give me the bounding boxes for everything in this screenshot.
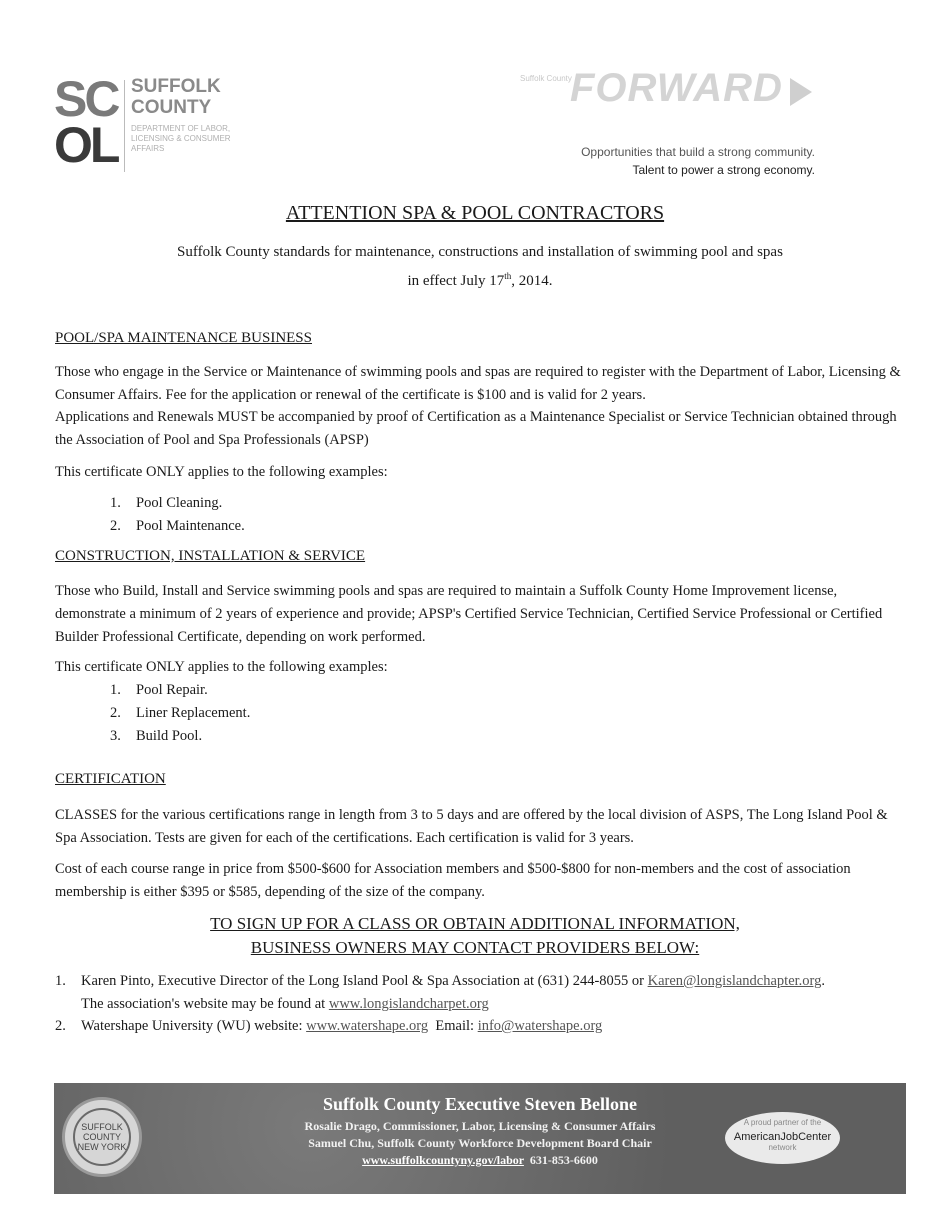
- construction-para1: Those who Build, Install and Service swimming pools and spas are required to maintain a Suffolk County Home Improvement license, demonstrate a minimum of 2 years of experience and provide; APSP's Certified Service Technician, Certified Service Professional or Certified Builder Professional Certificate, depending on work performed.: [55, 583, 883, 645]
- american-job-center-logo: A proud partner of the AmericanJobCenter network: [725, 1112, 840, 1164]
- logo-divider: [124, 80, 125, 172]
- maintenance-applies: This certificate ONLY applies to the following examples:: [55, 464, 388, 480]
- list-item: 2. Pool Maintenance.: [110, 518, 245, 534]
- page-subtitle: [160, 240, 800, 293]
- maintenance-heading: POOL/SPA MAINTENANCE BUSINESS: [55, 330, 312, 346]
- construction-applies: This certificate ONLY applies to the following examples:: [55, 659, 388, 675]
- watershape-email-link[interactable]: info@watershape.org: [477, 1018, 603, 1034]
- sc-name-line1: SUFFOLK: [131, 76, 221, 97]
- certification-para1: CLASSES for the various certifications range in length from 3 to 5 days and are offered by the local division of ASPS, The Long Island Pool & Spa Association. Tests are given for each of the certifications. Each certification is valid for 3 years.: [55, 807, 888, 846]
- forward-small-text: Suffolk County: [520, 74, 572, 83]
- tagline-2: Talent to power a strong economy.: [632, 163, 815, 177]
- certification-para2: Cost of each course range in price from $500-$600 for Association members and $500-$800 for non-members and the cost of association membership is either $395 or $585, depending of the size of the company.: [55, 861, 851, 900]
- forward-logo: FORWARD: [570, 66, 783, 110]
- footer-phone: 631-853-6600: [529, 1153, 598, 1167]
- sc-name-line2: COUNTY: [131, 97, 212, 118]
- footer-line1: Rosalie Drago, Commissioner, Labor, Licensing & Consumer Affairs: [304, 1119, 656, 1133]
- list-item: 3. Build Pool.: [110, 728, 203, 744]
- longisland-site-link[interactable]: www.longislandcharpet.org: [328, 996, 489, 1012]
- footer-title: Suffolk County Executive Steven Bellone: [322, 1094, 637, 1114]
- cta-line2: BUSINESS OWNERS MAY CONTACT PROVIDERS BELOW:: [250, 938, 700, 957]
- sc-logo-name: [131, 76, 221, 118]
- karen-email-link[interactable]: Karen@longislandchapter.org: [647, 973, 822, 989]
- subtitle-line1: Suffolk County standards for maintenance, constructions and installation of swimming pool and spas: [177, 244, 783, 260]
- footer-site-link[interactable]: www.suffolkcountyny.gov/labor: [362, 1153, 524, 1167]
- page-title: ATTENTION SPA & POOL CONTRACTORS: [285, 202, 665, 224]
- tagline-1: Opportunities that build a strong community.: [581, 145, 815, 159]
- list-item: 1. Pool Cleaning.: [110, 495, 223, 511]
- sc-dept-text: DEPARTMENT OF LABOR, LICENSING & CONSUMER AFFAIRS: [131, 124, 231, 153]
- provider-item-1: 1. Karen Pinto, Executive Director of the Long Island Pool & Spa Association at (631) 244-8055 or Karen@longislandchapter.org.: [55, 973, 825, 989]
- list-item: 1. Pool Repair.: [110, 682, 208, 698]
- provider-item-1-line2: The association's website may be found at www.longislandcharpet.org: [81, 996, 489, 1012]
- county-seal-icon: SUFFOLK COUNTY NEW YORK: [62, 1097, 142, 1177]
- certification-heading: CERTIFICATION: [55, 771, 166, 787]
- watershape-site-link[interactable]: www.watershape.org: [306, 1018, 429, 1034]
- footer-line2: Samuel Chu, Suffolk County Workforce Development Board Chair: [308, 1136, 652, 1150]
- maintenance-para1: Those who engage in the Service or Maintenance of swimming pools and spas are required to register with the Department of Labor, Licensing & Consumer Affairs. Fee for the application or renewal of the certificate is $100 and is valid for 2 years.: [55, 364, 901, 403]
- sc-logo-line2: OL: [54, 117, 118, 173]
- cta-line1: TO SIGN UP FOR A CLASS OR OBTAIN ADDITIONAL INFORMATION,: [210, 914, 740, 933]
- subtitle-line2: in effect July 17th, 2014.: [407, 271, 553, 289]
- provider-item-2: 2. Watershape University (WU) website: www.watershape.org Email: info@watershape.org: [55, 1018, 603, 1034]
- construction-heading: CONSTRUCTION, INSTALLATION & SERVICE: [55, 548, 366, 564]
- forward-arrow-icon: [790, 78, 812, 106]
- sc-logo-mark: [54, 71, 124, 174]
- sc-logo-line1: SC: [54, 71, 118, 127]
- list-item: 2. Liner Replacement.: [110, 705, 251, 721]
- maintenance-para2: Applications and Renewals MUST be accompanied by proof of Certification as a Maintenance Specialist or Service Technician obtained through the Association of Pool and Spa Professionals (APSP): [55, 409, 897, 448]
